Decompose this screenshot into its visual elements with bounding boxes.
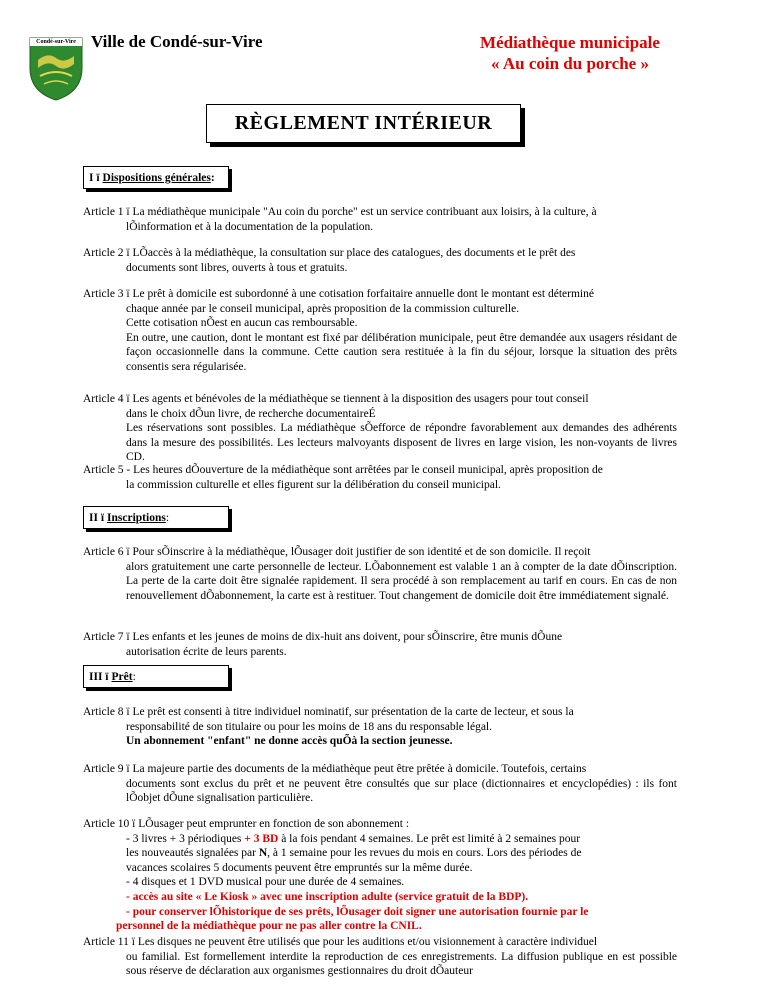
loan-line: - 4 disques et 1 DVD musical pour une durée de 4 semaines. xyxy=(126,876,405,889)
loan-red-text: + 3 BD xyxy=(244,832,279,845)
article-text: Pour sÕinscrire à la médiathèque, lÕusager doit justifier de son identité et de son domicile. Il reçoit xyxy=(132,546,591,558)
article-text: La majeure partie des documents de la médiathèque peut être prêtée à domicile. Toutefois, certains xyxy=(132,763,587,775)
town-coat-of-arms-logo xyxy=(26,28,86,102)
article-1 xyxy=(83,205,677,234)
loan-line-red: personnel de la médiathèque pour ne pas aller contre la CNIL. xyxy=(116,920,422,933)
article-bold-note: Un abonnement "enfant" ne donne accès quÕà la section jeunesse. xyxy=(126,735,453,748)
library-name xyxy=(440,32,700,74)
article-label: Article 2 ï xyxy=(83,247,133,259)
article-text: Le prêt est consenti à titre individuel nominatif, sur présentation de la carte de lecteur, et sous la xyxy=(132,706,574,718)
article-text-cont: lÕinformation et à la documentation de la population. xyxy=(126,220,374,233)
loan-line xyxy=(83,832,677,847)
loan-text: - 3 livres + 3 périodiques xyxy=(126,832,245,845)
loan-line-red: - accès au site « Le Kiosk » avec une inscription adulte (service gratuit de la BDP). xyxy=(126,890,529,903)
article-label: Article 5 - xyxy=(83,464,134,476)
loan-text: les nouveautés signalées par xyxy=(126,847,259,860)
section-heading-general xyxy=(83,166,229,189)
article-label: Article 11 ï xyxy=(83,936,138,948)
section-label: Inscriptions xyxy=(107,511,166,524)
article-text-cont: chaque année par le conseil municipal, après proposition de la commission culturelle. xyxy=(126,302,520,315)
article-text-cont: En outre, une caution, dont le montant est fixé par délibération municipale, peut être demandée aux usagers résidant de façon occasionnelle dans la commune. Cette caution sera restituée à la fin du séjour, lorsque la situation des prêts consentis sera régularisée. xyxy=(126,331,677,373)
article-label: Article 6 ï xyxy=(83,546,133,558)
town-name: Ville de Condé-sur-Vire xyxy=(91,32,263,51)
article-label: Article 9 ï xyxy=(83,763,133,775)
library-name-line2: « Au coin du porche » xyxy=(491,54,649,73)
article-text-cont: documents sont libres, ouverts à tous et gratuits. xyxy=(126,261,348,274)
article-10 xyxy=(83,817,677,934)
article-text-cont: dans le choix dÕun livre, de recherche documentaireÉ xyxy=(126,407,376,420)
logo-lettering: Condé-sur-Vire xyxy=(36,39,76,45)
section-suffix: : xyxy=(132,670,136,683)
article-text-cont: ou familial. Est formellement interdite la reproduction de ces enregistrements. La diffusion publique en est possible sous réserve de déclaration aux organismes gestionnaires du droit dÕauteur xyxy=(126,950,677,978)
document-title: RÈGLEMENT INTÉRIEUR xyxy=(206,104,521,143)
article-label: Article 3 ï xyxy=(83,288,133,300)
section-suffix: : xyxy=(210,171,215,184)
article-4 xyxy=(83,392,677,465)
article-text-cont: responsabilité de son titulaire ou pour les moins de 18 ans du responsable légal. xyxy=(126,720,493,733)
article-text: La médiathèque municipale "Au coin du porche" est un service contribuant aux loisirs, à la culture, à xyxy=(132,206,597,218)
loan-bold-text: N xyxy=(258,847,268,860)
article-text-cont: Les réservations sont possibles. La médiathèque sÕefforce de répondre favorablement aux demandes des adhérents dans la mesure des possibilités. Les lecteurs malvoyants disposent de livres en large vision, les non-voyants de livres CD. xyxy=(126,422,677,464)
article-6 xyxy=(83,545,677,603)
article-5 xyxy=(83,463,677,492)
article-text: Les heures dÕouverture de la médiathèque sont arrêtées par le conseil municipal, après proposition de xyxy=(133,464,603,476)
article-text: LÕaccès à la médiathèque, la consultation sur place des catalogues, des documents et le prêt des xyxy=(132,247,576,259)
article-label: Article 10 ï xyxy=(83,818,139,830)
article-text-cont: autorisation écrite de leurs parents. xyxy=(126,645,287,658)
loan-text: à la fois pendant 4 semaines. Le prêt est limité à 2 semaines pour xyxy=(278,832,581,845)
section-heading-inscriptions xyxy=(83,506,229,529)
section-heading-loan xyxy=(83,665,229,688)
article-2 xyxy=(83,246,677,275)
library-name-line1: Médiathèque municipale xyxy=(480,33,660,52)
article-3 xyxy=(83,287,677,375)
article-text: LÕusager peut emprunter en fonction de son abonnement : xyxy=(138,818,410,830)
section-label: Prêt xyxy=(111,670,133,683)
article-label: Article 8 ï xyxy=(83,706,133,718)
article-text-cont: documents sont exclus du prêt et ne peuvent être consultés que sur place (dictionnaires et encyclopédies) : ils font lÕobjet dÕune signalisation particulière. xyxy=(126,777,677,805)
article-text: Le prêt à domicile est subordonné à une cotisation forfaitaire annuelle dont le montant est déterminé xyxy=(132,288,594,300)
article-text: Les enfants et les jeunes de moins de dix-huit ans doivent, pour sÕinscrire, être munis dÕune xyxy=(132,631,563,643)
section-suffix: : xyxy=(165,511,170,524)
loan-line xyxy=(83,846,677,861)
article-text-cont: la commission culturelle et elles figurent sur la délibération du conseil municipal. xyxy=(126,478,501,491)
article-label: Article 7 ï xyxy=(83,631,133,643)
article-text-cont: Cette cotisation nÕest en aucun cas remboursable. xyxy=(126,317,358,330)
section-label: Dispositions générales xyxy=(102,171,211,184)
article-label: Article 4 ï xyxy=(83,393,133,405)
section-number: II ï xyxy=(89,511,105,524)
article-7 xyxy=(83,630,677,659)
article-text-cont: alors gratuitement une carte personnelle de lecteur. LÕabonnement est valable 1 an à compter de la date dÕinscription. La perte de la carte doit être signalée rapidement. Il sera procédé à son remplacement au tarif en cours. En cas de non renouvellement dÕabonnement, la carte est à restituer. Tout changement de domicile doit être immédiatement signalé. xyxy=(126,560,677,602)
article-8 xyxy=(83,705,677,749)
article-text: Les agents et bénévoles de la médiathèque se tiennent à la disposition des usagers pour tout conseil xyxy=(132,393,589,405)
loan-line-red: - pour conserver lÕhistorique de ses prêts, lÕusager doit signer une autorisation fournie par le xyxy=(126,905,589,918)
section-number: III ï xyxy=(89,670,109,683)
loan-line: vacances scolaires 5 documents peuvent être empruntés sur la même durée. xyxy=(126,861,473,874)
article-9 xyxy=(83,762,677,806)
section-number: I ï xyxy=(89,171,100,184)
article-label: Article 1 ï xyxy=(83,206,133,218)
article-text: Les disques ne peuvent être utilisés que pour les auditions et/ou visionnement à caractère individuel xyxy=(137,936,598,948)
loan-text: , à 1 semaine pour les revues du mois en cours. Lors des périodes de xyxy=(267,847,582,860)
article-11 xyxy=(83,935,677,979)
